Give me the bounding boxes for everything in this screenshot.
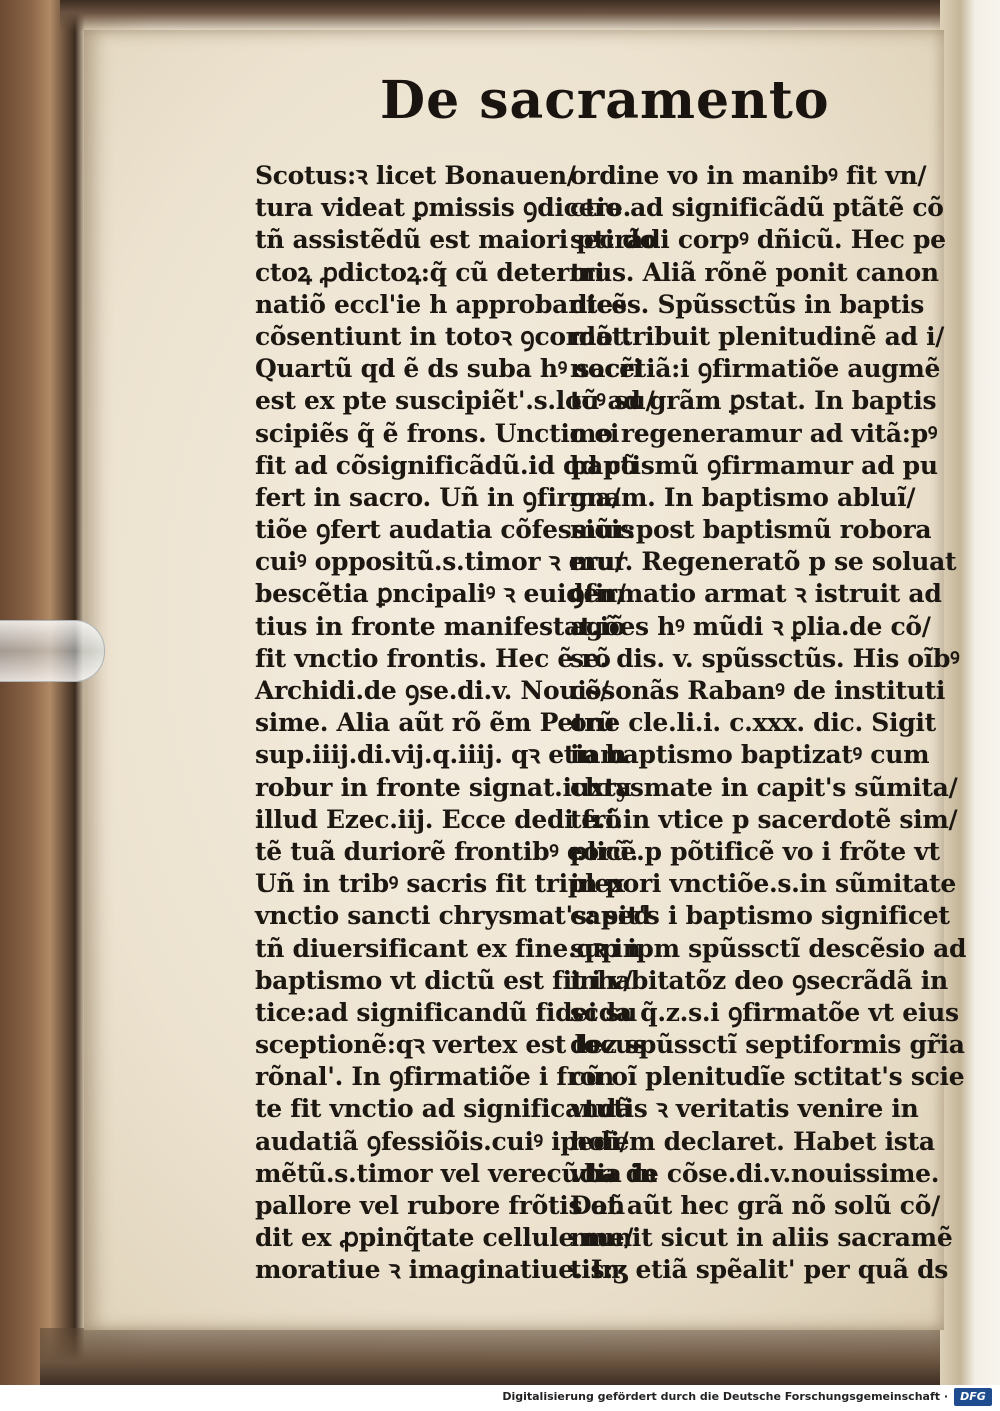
text-line: baptismo vt dictũ est fit i v/ <box>255 965 633 995</box>
text-line: vtutis ꝛ veritatis venire in <box>570 1094 919 1124</box>
text-line: fit vnctio frontis. Hec ẽ rõ <box>255 643 611 673</box>
text-line: tius in fronte manifestat.iõ <box>255 611 626 641</box>
text-line: dicẽs. Spũssctũs in baptis <box>570 289 925 319</box>
text-column-left <box>255 160 658 1287</box>
text-line: trus. Aliã rõnẽ ponit canon <box>570 257 939 287</box>
text-line: audatiã ꝯfessiõis.cuiꝰ ipedi/ <box>255 1126 629 1156</box>
text-line: Quartũ qd ẽ ds suba hꝰ sacri <box>255 354 643 384</box>
text-line: rõnal'. In ꝯfirmatiõe i fron <box>255 1062 615 1092</box>
text-line: cuiꝰ oppositũ.s.timor ꝛ eru/ <box>255 547 624 577</box>
text-line: ordine vo in manibꝰ fit vn/ <box>570 161 927 190</box>
text-line: baptismũ ꝯfirmamur ad pu <box>570 450 938 480</box>
text-line: se. dis. v. spũssctũs. His oĩbꝰ <box>570 643 960 673</box>
text-line: sime. Alia aũt rõ ẽm Petrũ <box>255 708 615 738</box>
book-bottom-edge <box>40 1328 940 1385</box>
text-line: sup ipm spũssctĩ descẽsio ad <box>570 933 967 963</box>
text-line: tẽ tuã duriorẽ frontibꝰ eorũ. <box>255 836 639 866</box>
text-line: robur in fronte signat.iuxta <box>255 772 632 802</box>
text-line: hoĩem declaret. Habet ista <box>570 1126 935 1156</box>
text-line: plicẽ.p põtificẽ vo i frõte vt <box>570 836 940 866</box>
text-line: moratiue ꝛ imaginatiue. In <box>255 1255 620 1285</box>
text-line: tura videat ꝑmissis ꝯdicere. <box>255 193 632 223</box>
text-line: bescẽtia ꝑncipaliꝰ ꝛ euiden/ <box>255 579 626 609</box>
text-line: munit sicut in aliis sacramẽ <box>570 1223 953 1253</box>
text-line: sceptionẽ:qꝛ vertex est locus <box>255 1030 647 1060</box>
text-line: tice:ad significandũ fidei su <box>255 997 638 1027</box>
text-line: cũ oĩ plenitudĩe sctitat's scie <box>570 1062 965 1092</box>
text-line: ctoꝝ ꝓdictoꝝ:q̃ cũ determi <box>255 257 605 287</box>
text-line: est ex pte suscipiẽt'.s.locꝰ su/ <box>255 386 655 416</box>
text-line: Dat aũt hec grã nõ solũ cõ/ <box>570 1191 940 1220</box>
dfg-logo-icon: DFG <box>954 1388 992 1406</box>
text-line: cõsonãs Rabanꝰ de instituti <box>570 676 946 705</box>
text-line: vnctio sancti chrysmat's: sed <box>255 901 651 931</box>
text-line: ctio ad significãdũ ptãtẽ cõ <box>570 193 944 223</box>
text-line: tñ assistẽdũ est maiori pti do <box>255 225 656 255</box>
footer-credit: Digitalisierung gefördert durch die Deutsche Forschungsgemeinschaft · <box>502 1390 948 1403</box>
text-line: tiõe ꝯfert audatia cõfessiõis <box>255 515 634 545</box>
text-line: nocẽtiã:i ꝯfirmatiõe augmẽ <box>570 354 941 384</box>
text-line: pallore vel rubore frõtis oñ <box>255 1191 625 1220</box>
text-line: mo tribuit plenitudinẽ ad i/ <box>570 321 945 351</box>
text-line: inhabitatõz deo ꝯsecrãdã in <box>570 965 948 995</box>
text-line: mẽtũ.s.timor vel verecũdia in <box>255 1158 658 1188</box>
text-line: gnam. In baptismo abluĩ/ <box>570 482 916 512</box>
text-line: illud Ezec.iij. Ecce dedi frõ <box>255 804 622 834</box>
text-line: scipiẽs q̃ ẽ frons. Unctio ei <box>255 418 620 448</box>
text-line: tis:ʒ etiã spẽalit' per quã ds <box>570 1255 949 1285</box>
text-line: in pori vnctiõe.s.in sũmitate <box>570 869 957 899</box>
text-line: mur. Regeneratõ p se soluat <box>570 547 957 577</box>
text-line: ꝯfirmatio armat ꝛ istruit ad <box>570 579 942 609</box>
text-line: natiõ eccl'ie h approbantes <box>255 289 627 319</box>
text-line: vba de cõse.di.v.nouissime. <box>570 1158 940 1188</box>
page-clip <box>0 620 105 682</box>
text-line: Uñ in tribꝰ sacris fit triplex <box>255 869 625 899</box>
text-line: in baptismo baptizatꝰ cum <box>570 740 930 770</box>
text-line: one cle.li.i. c.xxx. dic. Sigit <box>570 708 936 738</box>
text-line: mur:post baptismũ robora <box>570 515 932 545</box>
text-line: mo regeneramur ad vitã:pꝰ <box>570 418 938 448</box>
text-line: agões hꝰ mũdi ꝛ ꝑlia.de cõ/ <box>570 611 931 641</box>
text-line: capit's i baptismo significet <box>570 901 950 931</box>
text-line: dit ex ꝓpinq̃tate cellule me/ <box>255 1223 634 1253</box>
text-line: tũ ad grãm ꝑstat. In baptis <box>570 386 937 416</box>
text-line: sup.iiij.di.vij.q.iiij. qꝛ etiam <box>255 740 627 770</box>
footer-bar <box>0 1385 1000 1411</box>
text-line: dez spũssctĩ septiformis gr̃ia <box>570 1030 965 1060</box>
text-line: chrysmate in capit's sũmita/ <box>570 772 958 802</box>
page-heading: De sacramento <box>380 70 830 131</box>
text-line: Scotus:ꝛ licet Bonauen/ <box>255 161 576 190</box>
text-line: Archidi.de ꝯse.di.v. Nouis/ <box>255 676 609 705</box>
text-line: tñ diuersificant ex fine.qꝛ in <box>255 933 641 963</box>
text-line: fert in sacro. Uñ in ꝯfirma/ <box>255 482 621 512</box>
text-line: scda q̃.z.s.i ꝯfirmatõe vt eius <box>570 997 959 1027</box>
text-line: te fit vnctio ad significandã <box>255 1094 632 1124</box>
book-top-edge <box>60 0 940 32</box>
text-line: secrãdi corpꝰ dñicũ. Hec pe <box>570 225 946 255</box>
text-line: te.i.in vtice p sacerdotẽ sim/ <box>570 804 958 834</box>
text-line: fit ad cõsignificãdũ.id qd cõ <box>255 450 638 480</box>
text-line: cõsentiunt in totoꝛ ꝯcordãt. <box>255 321 632 351</box>
text-column-right <box>570 160 967 1287</box>
